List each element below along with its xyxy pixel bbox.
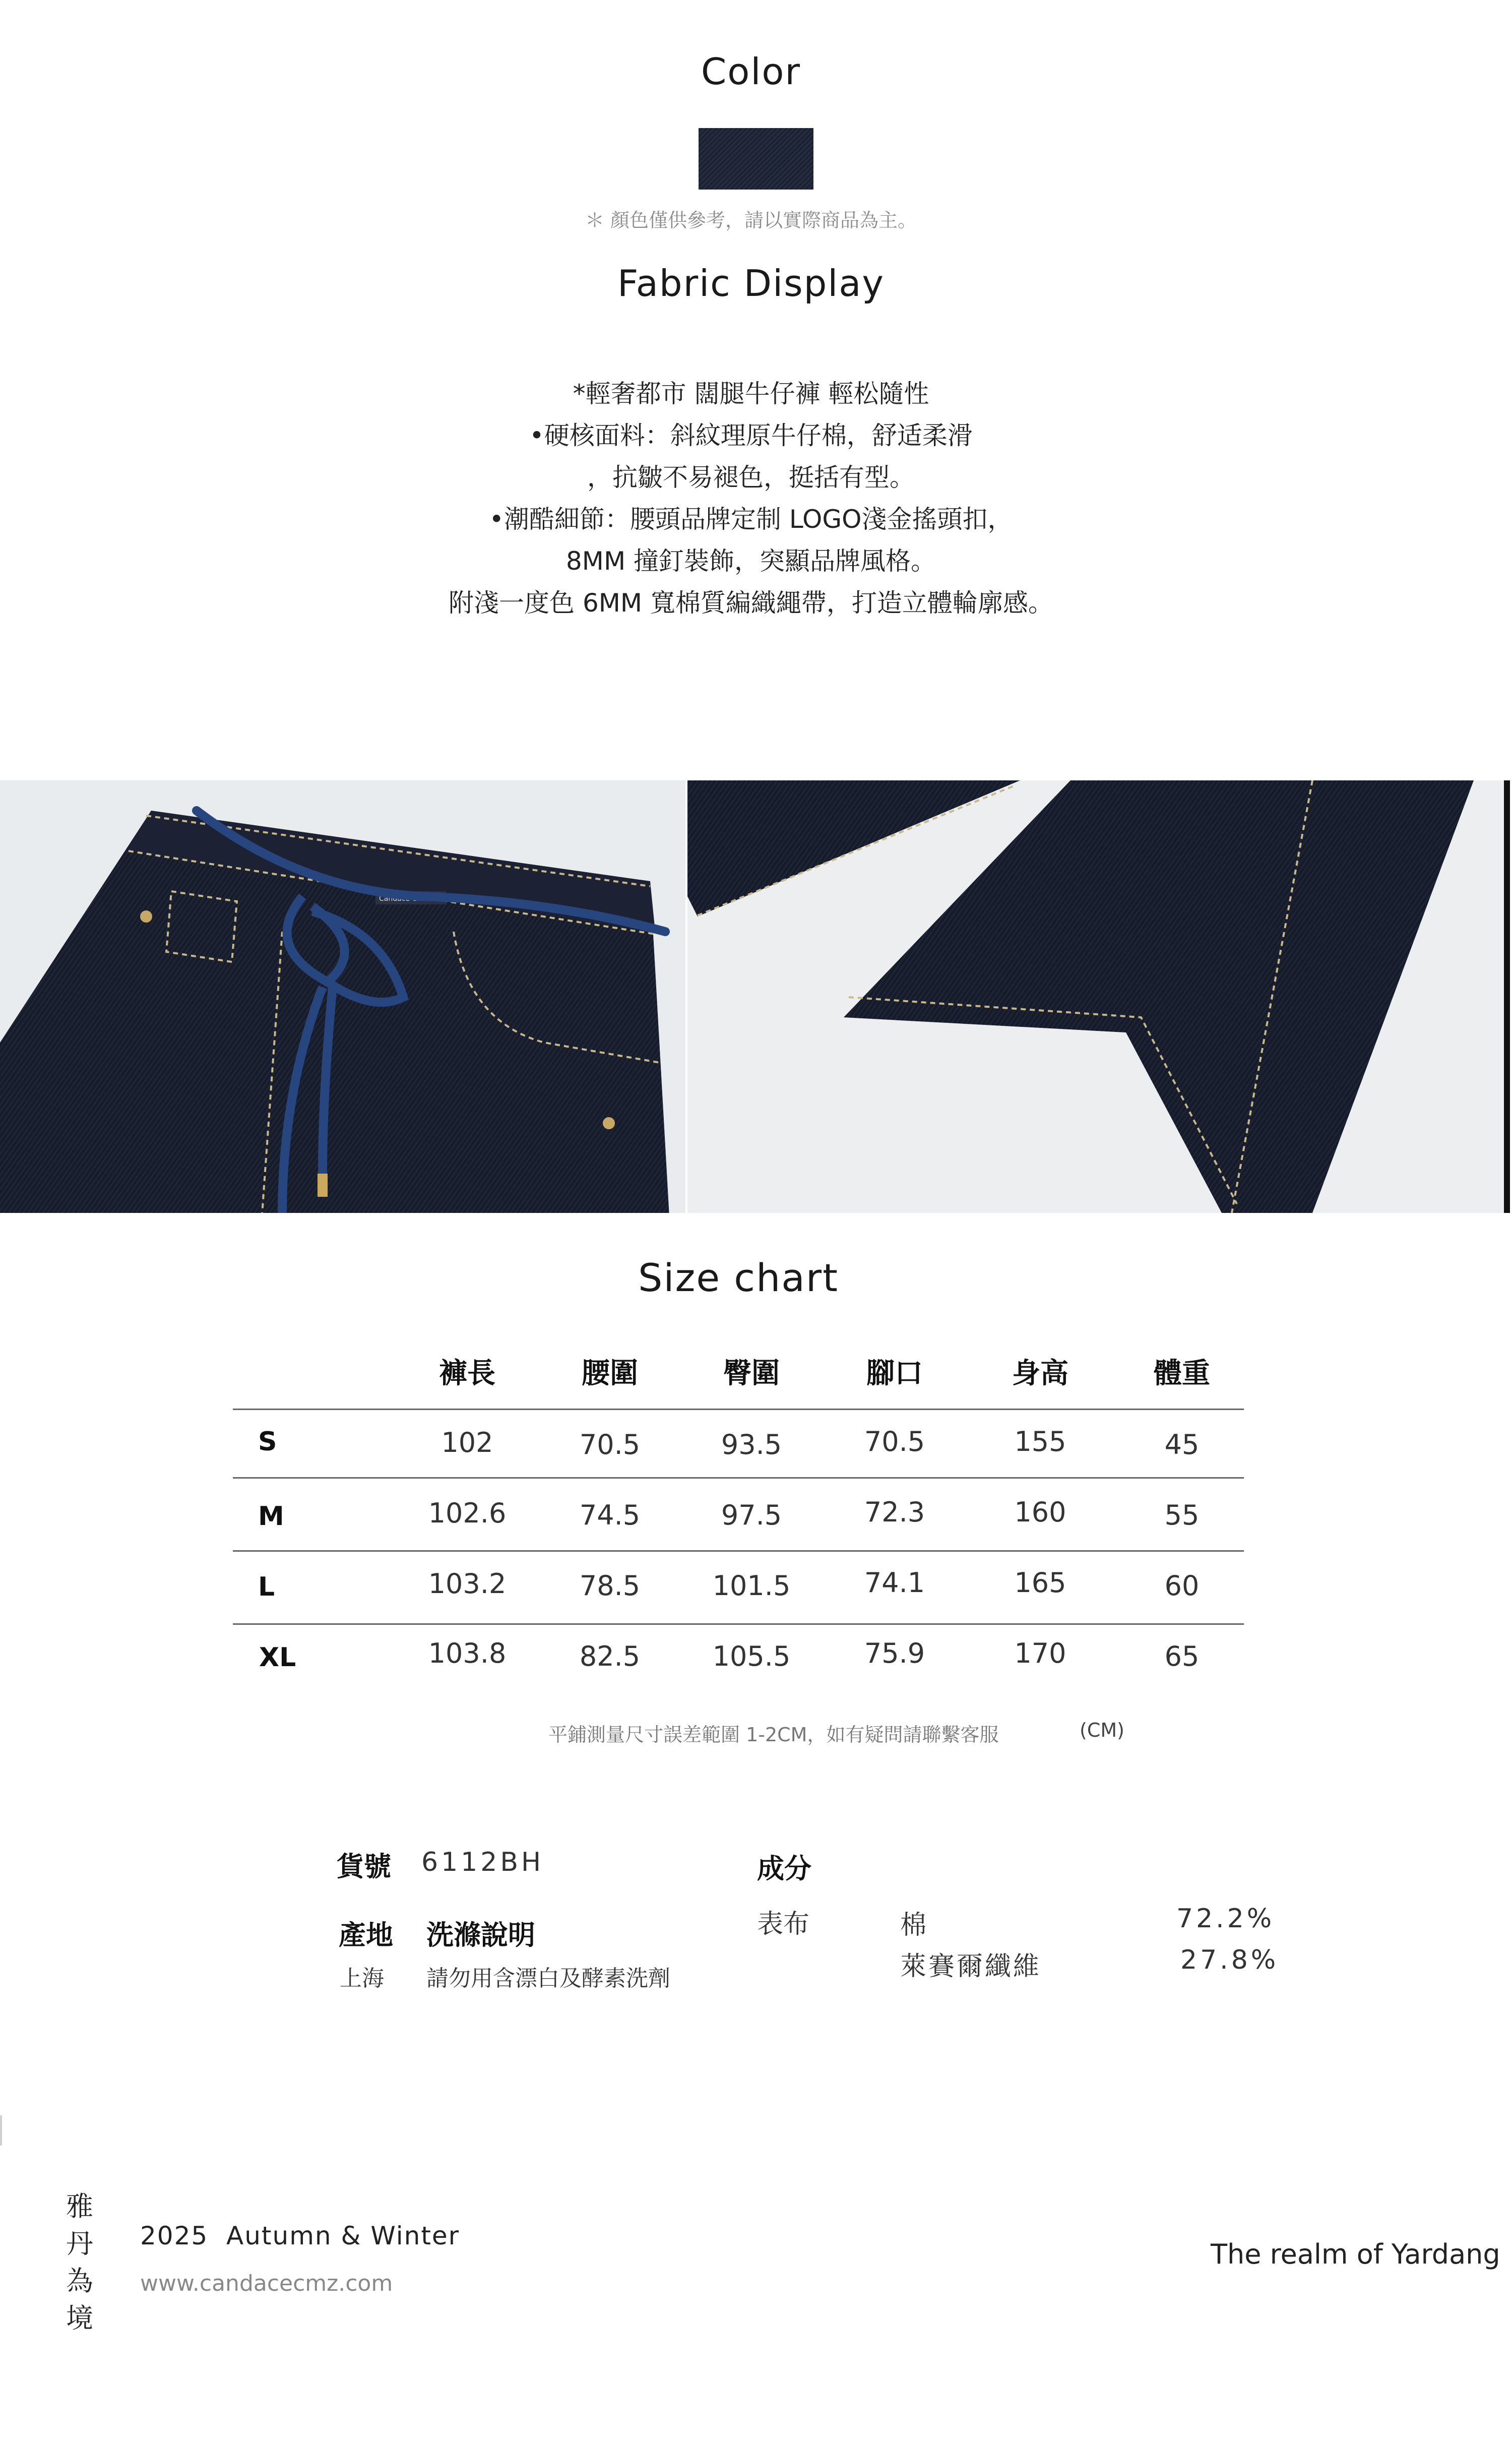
hem-detail-photo xyxy=(687,780,1510,1213)
brand-tagline: The realm of Yardang xyxy=(1211,2238,1500,2270)
size-unit-label: (CM) xyxy=(1080,1719,1124,1741)
fabric-line: 附淺一度色 6MM 寬棉質編織繩帶，打造立體輪廓感。 xyxy=(449,588,1053,618)
fabric-line: •潮酷細節：腰頭品牌定制 LOGO淺金搖頭扣， xyxy=(489,505,1013,534)
composition-label: 成分 xyxy=(757,1853,811,1884)
color-section-title: Color xyxy=(701,50,801,93)
wash-instructions-label: 洗滌說明 xyxy=(426,1919,535,1951)
cell-waist: 78.5 xyxy=(579,1570,641,1602)
cell-height: 170 xyxy=(1014,1637,1066,1669)
material-name: 萊賽爾纖維 xyxy=(900,1951,1042,1982)
row-size-label: M xyxy=(258,1501,284,1532)
cell-pants-length: 102.6 xyxy=(428,1497,507,1529)
row-size-label: XL xyxy=(259,1642,296,1673)
material-percent: 72.2% xyxy=(1176,1904,1275,1934)
cell-weight: 55 xyxy=(1164,1499,1200,1531)
fabric-line: ，抗皺不易褪色，挺括有型。 xyxy=(587,463,915,492)
row-size-label: S xyxy=(258,1427,277,1457)
edge-mark xyxy=(0,2115,2,2146)
fabric-line: •硬核面料：斜紋理原牛仔棉，舒适柔滑 xyxy=(529,421,973,450)
cell-waist: 74.5 xyxy=(579,1499,641,1531)
cell-leg-opening: 75.9 xyxy=(864,1637,925,1669)
material-name: 棉 xyxy=(900,1910,929,1940)
cell-height: 165 xyxy=(1014,1567,1066,1599)
cell-height: 160 xyxy=(1014,1496,1066,1528)
season-label: 2025 Autumn & Winter xyxy=(140,2221,460,2250)
header-height: 身高 xyxy=(1012,1357,1068,1390)
origin-value: 上海 xyxy=(340,1966,384,1991)
fabric-line: *輕奢都市 闊腿牛仔褲 輕松隨性 xyxy=(573,379,929,408)
waistband-detail-photo xyxy=(0,780,685,1213)
brand-char: 雅 xyxy=(66,2190,93,2222)
cell-leg-opening: 72.3 xyxy=(864,1496,925,1528)
cell-weight: 60 xyxy=(1164,1570,1200,1602)
wash-instructions: 請勿用含漂白及酵素洗劑 xyxy=(426,1966,670,1991)
item-number-label: 貨號 xyxy=(337,1851,391,1882)
hem-illustration xyxy=(687,780,1510,1213)
header-pants-length: 褲長 xyxy=(439,1357,495,1390)
header-weight: 體重 xyxy=(1154,1357,1210,1390)
waistband-illustration xyxy=(0,780,685,1213)
fabric-line: 8MM 撞釘裝飾，突顯品牌風格。 xyxy=(566,546,936,576)
waistband-logo-text: Candace CMZ xyxy=(379,895,428,903)
material-percent: 27.8% xyxy=(1180,1945,1279,1975)
table-divider xyxy=(233,1409,1244,1410)
website-link[interactable]: www.candacecmz.com xyxy=(140,2271,393,2296)
header-hip: 臀圍 xyxy=(723,1357,780,1390)
cell-leg-opening: 74.1 xyxy=(864,1567,925,1599)
header-leg-opening: 腳口 xyxy=(866,1357,923,1390)
table-divider xyxy=(233,1477,1244,1479)
header-waist: 腰圍 xyxy=(582,1357,638,1390)
brand-vertical-name xyxy=(65,2188,95,2337)
table-divider xyxy=(233,1623,1244,1625)
cell-hip: 93.5 xyxy=(721,1429,782,1460)
cell-pants-length: 102 xyxy=(441,1427,493,1458)
brand-char: 境 xyxy=(66,2302,93,2334)
size-measure-note: 平鋪測量尺寸誤差範圍 1-2CM，如有疑問請聯繫客服 xyxy=(548,1724,999,1746)
fabric-description xyxy=(0,373,1502,624)
cell-leg-opening: 70.5 xyxy=(864,1426,925,1457)
brand-char: 丹 xyxy=(66,2228,93,2260)
cell-hip: 101.5 xyxy=(712,1570,791,1602)
cell-hip: 105.5 xyxy=(712,1640,791,1672)
origin-label: 產地 xyxy=(339,1919,393,1951)
cell-pants-length: 103.8 xyxy=(428,1637,507,1669)
cell-waist: 82.5 xyxy=(579,1640,641,1672)
cell-height: 155 xyxy=(1014,1426,1066,1457)
fabric-part-label: 表布 xyxy=(757,1909,810,1939)
cell-hip: 97.5 xyxy=(721,1499,782,1531)
color-swatch-navy xyxy=(699,128,813,190)
fabric-section-title: Fabric Display xyxy=(617,262,885,304)
table-divider xyxy=(233,1550,1244,1552)
brand-char: 為 xyxy=(66,2265,93,2297)
cell-weight: 45 xyxy=(1164,1429,1200,1460)
cell-waist: 70.5 xyxy=(579,1429,641,1460)
item-number: 6112BH xyxy=(421,1847,544,1877)
row-size-label: L xyxy=(258,1572,275,1602)
size-chart-title: Size chart xyxy=(638,1255,839,1300)
color-disclaimer: ＊ 顏色僅供參考，請以實際商品為主。 xyxy=(585,209,917,231)
cell-pants-length: 103.2 xyxy=(428,1568,507,1600)
cell-weight: 65 xyxy=(1164,1640,1200,1672)
